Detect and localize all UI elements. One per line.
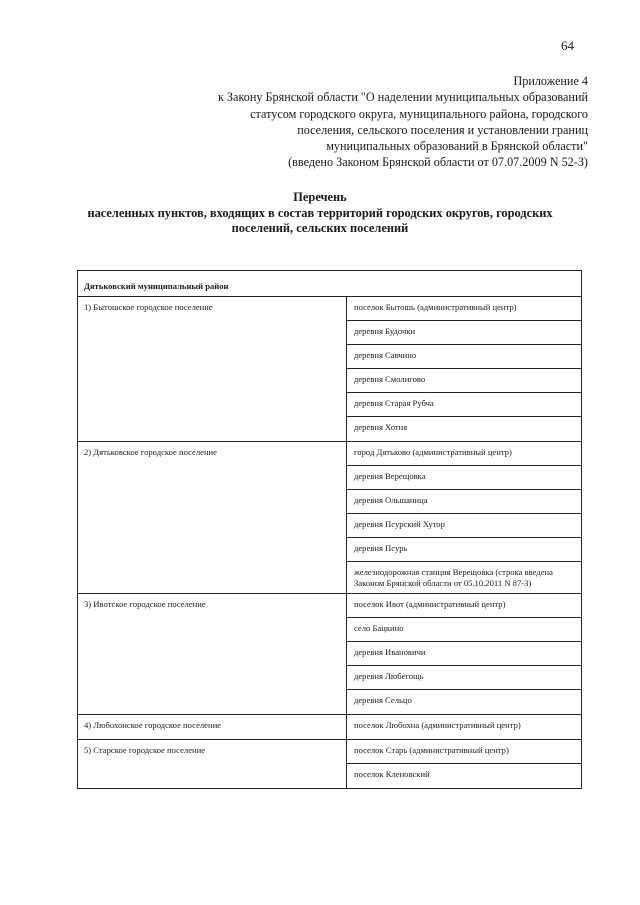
locality-cell: деревня Ольшаница: [347, 490, 581, 514]
settlement-list: [347, 594, 581, 714]
locality-cell: деревня Смолигово: [347, 369, 581, 393]
settlement-group: [78, 297, 581, 442]
page-number: 64: [561, 38, 574, 53]
locality-cell: деревня Будочки: [347, 321, 581, 345]
settlement-name: 5) Старское городское поселение: [78, 740, 347, 788]
appendix-line: Приложение 4: [513, 74, 588, 88]
locality-cell: деревня Псурский Хутор: [347, 514, 581, 538]
locality-cell: деревня Псурь: [347, 538, 581, 562]
settlement-name: 2) Дятьковское городское поселение: [78, 442, 347, 593]
locality-cell: поселок Любохна (административный центр): [354, 720, 521, 730]
title-line: Перечень: [293, 190, 347, 204]
appendix-line: муниципальных образований в Брянской области": [326, 139, 588, 154]
locality-cell: деревня Старая Рубча: [347, 393, 581, 417]
locality-cell: деревня Савчино: [347, 345, 581, 369]
locality-cell: поселок Ивот (административный центр): [347, 594, 581, 618]
appendix-header: [168, 73, 588, 171]
title-line: населенных пунктов, входящих в состав территорий городских округов, городских: [87, 205, 553, 220]
locality-cell: поселок Бытошь (административный центр): [347, 297, 581, 321]
settlement-group: [78, 715, 581, 740]
locality-cell: село Бацкино: [347, 618, 581, 642]
settlement-name: 4) Любохонское городское поселение: [78, 715, 347, 739]
settlement-name: 3) Ивотское городское поселение: [78, 594, 347, 714]
district-header: Дятьковский муниципальный район: [78, 271, 581, 297]
settlement-group: [78, 442, 581, 594]
appendix-line: поселения, сельского поселения и установлении границ: [297, 122, 588, 137]
locality-cell: поселок Старь (административный центр): [347, 740, 581, 764]
settlement-name: 1) Бытошское городское поселение: [78, 297, 347, 441]
locality-cell: деревня Ивановичи: [347, 642, 581, 666]
locality-cell: деревня Верещовка: [347, 466, 581, 490]
settlement-list: [347, 740, 581, 788]
document-title: [60, 190, 580, 237]
appendix-line: к Закону Брянской области "О наделении муниципальных образований: [217, 90, 588, 105]
locality-cell: деревня Любегощь: [347, 666, 581, 690]
locality-cell: деревня Сельцо: [354, 695, 412, 705]
settlements-table: [77, 270, 582, 789]
settlement-list: [347, 442, 581, 593]
locality-cell: деревня Хотня: [354, 422, 408, 432]
settlement-list: [347, 715, 581, 739]
settlement-group: [78, 594, 581, 715]
settlement-list: [347, 297, 581, 441]
title-line: поселений, сельских поселений: [231, 221, 409, 235]
locality-cell: город Дятьково (административный центр): [347, 442, 581, 466]
locality-cell: поселок Кленовский: [354, 769, 430, 779]
appendix-line: (введено Законом Брянской области от 07.07.2009 N 52-З): [288, 155, 588, 170]
settlement-group: [78, 740, 581, 788]
appendix-line: статусом городского округа, муниципального района, городского: [250, 106, 588, 121]
locality-cell: железнодорожная станция Верещовка (строка введена Законом Брянской области от 05.10.2011 N 87-З): [354, 567, 553, 588]
